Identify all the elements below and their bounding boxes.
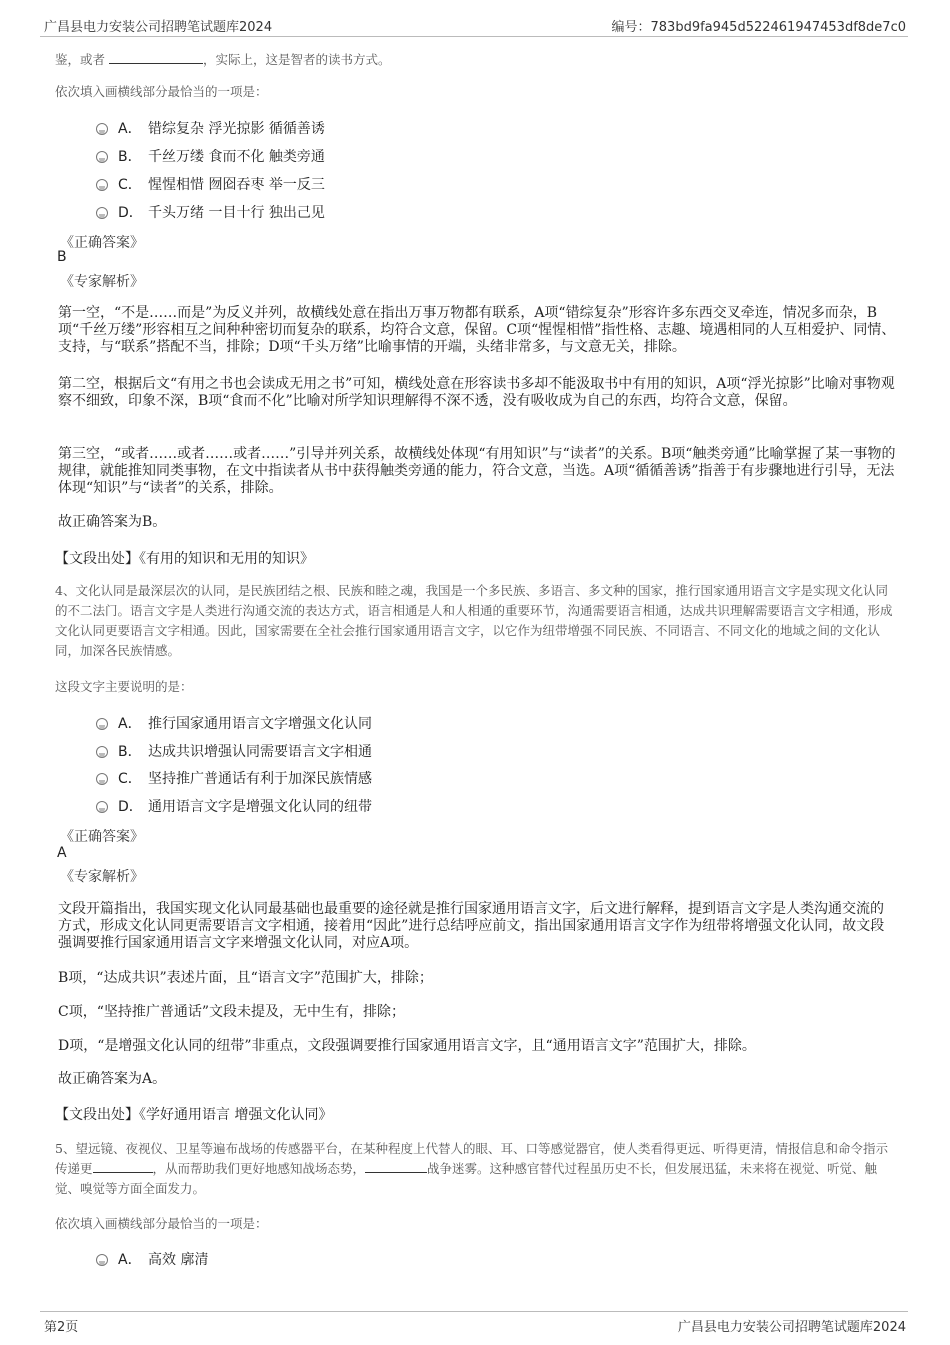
q4-prompt: 这段文字主要说明的是： <box>55 679 193 694</box>
page-number: 第2页 <box>44 1320 79 1335</box>
q4-analysis-paragraph: B项，“达成共识”表述片面，且“语言文字”范围扩大，排除； <box>58 970 433 986</box>
header-doc-id: 编号：783bd9fa945d522461947453df8de7c0 <box>611 20 906 35</box>
q4-analysis-paragraph: C项，“坚持推广普通话”文段未提及，无中生有，排除； <box>58 1004 406 1020</box>
radio-icon[interactable] <box>96 179 108 191</box>
q4-analysis-label: 《专家解析》 <box>60 869 144 885</box>
q3-prompt: 依次填入画横线部分最恰当的一项是： <box>55 84 268 99</box>
q3-answer-label: 《正确答案》 <box>60 235 144 251</box>
radio-icon[interactable] <box>96 746 108 758</box>
q4-answer: A <box>57 845 67 861</box>
header-title: 广昌县电力安装公司招聘笔试题库2024 <box>44 20 273 35</box>
q3-conclusion: 故正确答案为B。 <box>58 514 167 530</box>
page-header <box>40 14 908 37</box>
radio-icon[interactable] <box>96 207 108 219</box>
radio-icon[interactable] <box>96 123 108 135</box>
q3-analysis-paragraph: 第三空，“或者……或者……或者……”引导并列关系，故横线处体现“有用知识”与“读者”的关系。B项“触类旁通”比喻掌握了某一事物的规律，就能推知同类事物，在文中指读者从书中获得触类旁通的能力，符合文意，当选。A项“循循善诱”指善于有步骤地进行引导，无法体现“知识”与“读者”的关系，排除。 <box>58 446 896 496</box>
footer-title: 广昌县电力安装公司招聘笔试题库2024 <box>677 1320 906 1335</box>
q3-option-d[interactable]: D． 千头万绪 一目十行 独出己见 <box>96 202 325 222</box>
q3-analysis-paragraph: 第一空，“不是……而是”为反义并列，故横线处意在指出万事万物都有联系，A项“错综复杂”形容许多东西交叉牵连，情况多而杂，B项“千丝万缕”形容相互之间种种密切而复杂的联系，均符合文意，保留。C项“惺惺相惜”指性格、志趣、境遇相同的人互相爱护、同情、支持，与“联系”搭配不当，排除；D项“千头万绪”比喻事情的开端，头绪非常多，与文意无关，排除。 <box>58 305 896 355</box>
fill-blank <box>93 1160 153 1173</box>
q3-source: 【文段出处】《有用的知识和无用的知识》 <box>55 551 314 567</box>
radio-icon[interactable] <box>96 773 108 785</box>
radio-icon[interactable] <box>96 718 108 730</box>
q3-option-c[interactable]: C． 惺惺相惜 囫囵吞枣 举一反三 <box>96 174 325 194</box>
fill-blank <box>365 1160 427 1173</box>
radio-icon[interactable] <box>96 1254 108 1266</box>
q3-analysis-label: 《专家解析》 <box>60 274 144 290</box>
q4-conclusion: 故正确答案为A。 <box>58 1071 167 1087</box>
q5-option-a[interactable]: A． 高效 廓清 <box>96 1249 208 1269</box>
fill-blank <box>109 51 203 64</box>
page-footer <box>40 1311 908 1334</box>
q4-passage: 4、文化认同是最深层次的认同，是民族团结之根、民族和睦之魂，我国是一个多民族、多语言、多文种的国家，推行国家通用语言文字是实现文化认同的不二法门。语言文字是人类进行沟通交流的表达方式，语言相通是人和人相通的重要环节，沟通需要语言相通，达成共识理解需要语言文字相通，形成文化认同更要语言文字相通。因此，国家需要在全社会推行国家通用语言文字，以它作为纽带增强不同民族、不同语言、不同文化的地域之间的文化认同，加深各民族情感。 <box>55 583 893 658</box>
q3-analysis-paragraph: 第二空，根据后文“有用之书也会读成无用之书”可知，横线处意在形容读书多却不能汲取书中有用的知识，A项“浮光掠影”比喻对事物观察不细致，印象不深，B项“食而不化”比喻对所学知识理解得不深不透，没有吸收成为自己的东西，均符合文意，保留。 <box>58 376 895 409</box>
q4-answer-label: 《正确答案》 <box>60 829 144 845</box>
q4-source: 【文段出处】《学好通用语言 增强文化认同》 <box>55 1107 333 1123</box>
q4-option-d[interactable]: D． 通用语言文字是增强文化认同的纽带 <box>96 796 372 816</box>
radio-icon[interactable] <box>96 801 108 813</box>
q4-option-a[interactable]: A． 推行国家通用语言文字增强文化认同 <box>96 713 372 733</box>
q4-analysis-paragraph: 文段开篇指出，我国实现文化认同最基础也最重要的途径就是推行国家通用语言文字，后文进行解释，提到语言文字是人类沟通交流的方式，形成文化认同更需要语言文字相通，接着用“因此”进行总结呼应前文，指出国家通用语言文字作为纽带将增强文化认同，故文段强调要推行国家通用语言文字来增强文化认同，对应A项。 <box>58 901 885 951</box>
q3-option-b[interactable]: B． 千丝万缕 食而不化 触类旁通 <box>96 146 325 166</box>
q3-option-a[interactable]: A． 错综复杂 浮光掠影 循循善诱 <box>96 118 325 138</box>
q3-answer: B <box>57 249 67 265</box>
q5-prompt: 依次填入画横线部分最恰当的一项是： <box>55 1216 268 1231</box>
q5-passage: 5、望远镜、夜视仪、卫星等遍布战场的传感器平台，在某种程度上代替人的眼、耳、口等感觉器官，使人类看得更远、听得更清，情报信息和命令指示传递更 ，从而帮助我们更好地感知战场态势， 战争迷雾。这种感官替代过程虽历史不长，但发展迅猛，未来将在视觉、听觉、触觉、嗅觉等方面全面发力。 <box>55 1141 888 1196</box>
q4-option-c[interactable]: C． 坚持推广普通话有利于加深民族情感 <box>96 768 372 788</box>
q3-passage-tail: 鉴，或者 ，实际上，这是智者的读书方式。 <box>55 52 391 67</box>
q4-option-b[interactable]: B． 达成共识增强认同需要语言文字相通 <box>96 741 372 761</box>
radio-icon[interactable] <box>96 151 108 163</box>
q4-analysis-paragraph: D项，“是增强文化认同的纽带”非重点，文段强调要推行国家通用语言文字，且“通用语言文字”范围扩大，排除。 <box>58 1038 756 1054</box>
